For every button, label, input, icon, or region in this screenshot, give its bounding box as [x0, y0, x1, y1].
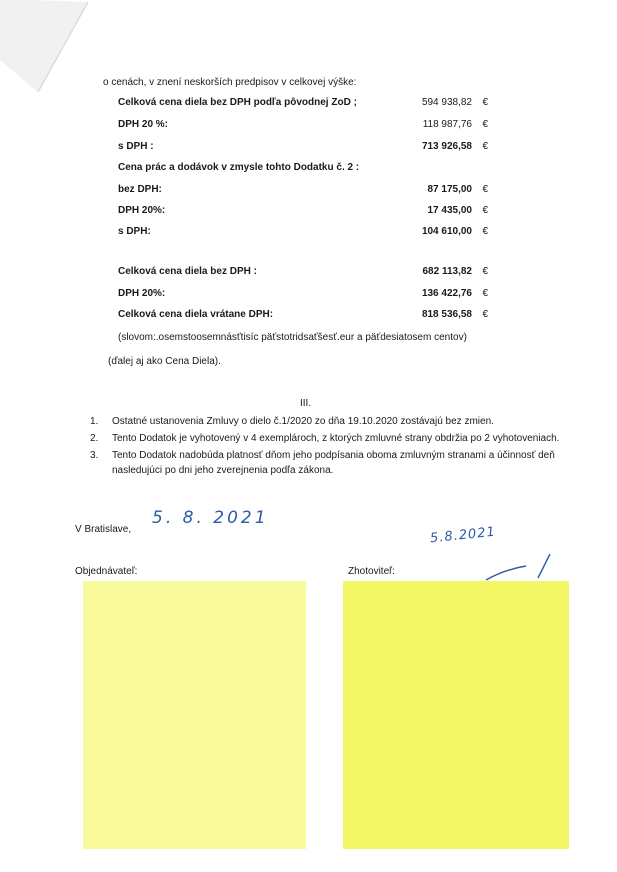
list-text: Tento Dodatok nadobúda platnosť dňom jeho podpísania oboma zmluvným stranami a účinnosť deň nasledujúci po dni jeho zverejnenia podľa zákona.	[112, 450, 555, 476]
amount-in-words: (slovom:.osemstoosemnásťtisíc päťstotridsaťšesť.eur a päťdesiatosem centov)	[118, 332, 467, 343]
currency-symbol: €	[482, 266, 488, 277]
list-text: Ostatné ustanovenia Zmluvy o dielo č.1/2020 zo dňa 19.10.2020 zostávajú bez zmien.	[112, 416, 494, 427]
price-row	[118, 184, 488, 200]
price-row	[118, 119, 488, 135]
handwritten-date: 5.8.2021	[429, 524, 497, 547]
price-label: Celková cena diela bez DPH :	[118, 266, 257, 277]
price-label: DPH 20%:	[118, 205, 166, 216]
folded-corner	[0, 0, 95, 95]
list-text: Tento Dodatok je vyhotovený v 4 exemplároch, z ktorých zmluvné strany obdržia po 2 vyhotoveniach.	[112, 433, 560, 444]
currency-symbol: €	[482, 141, 488, 152]
price-definition: (ďalej aj ako Cena Diela).	[108, 356, 221, 367]
currency-symbol: €	[482, 97, 488, 108]
price-amount: 118 987,76	[422, 119, 472, 130]
price-row	[118, 309, 488, 325]
price-row	[118, 226, 488, 242]
price-amount: 713 926,58	[421, 141, 472, 152]
currency-symbol: €	[482, 226, 488, 237]
currency-symbol: €	[482, 288, 488, 299]
price-label: bez DPH:	[118, 184, 162, 195]
price-label: s DPH :	[118, 141, 154, 152]
signing-place: V Bratislave,	[75, 524, 132, 535]
price-amount: 136 422,76	[421, 288, 472, 299]
currency-symbol: €	[482, 119, 488, 130]
currency-symbol: €	[482, 184, 488, 195]
list-item	[90, 448, 570, 478]
price-label: Celková cena diela vrátane DPH:	[118, 309, 274, 320]
price-label: Cena prác a dodávok v zmysle tohto Dodatku č. 2 :	[118, 162, 360, 173]
price-label: DPH 20%:	[118, 288, 166, 299]
price-row	[118, 97, 488, 113]
price-label: DPH 20 %:	[118, 119, 169, 130]
price-label: Celková cena diela bez DPH podľa pôvodnej ZoD ;	[118, 97, 357, 108]
redacted-signature-client	[83, 581, 306, 849]
intro-text: o cenách, v znení neskorších predpisov v celkovej výške:	[103, 77, 357, 88]
price-row	[118, 205, 488, 221]
price-amount: 682 113,82	[422, 266, 472, 277]
price-row	[118, 288, 488, 304]
party-label-client: Objednávateľ:	[75, 566, 138, 577]
list-item	[90, 414, 570, 429]
price-row	[118, 141, 488, 157]
price-label: s DPH:	[118, 226, 151, 237]
price-amount: 87 175,00	[427, 184, 472, 195]
section-heading: III.	[300, 398, 312, 409]
price-amount: 104 610,00	[421, 226, 472, 237]
list-number: 3.	[90, 450, 99, 461]
handwritten-date: 5. 8. 2021	[152, 508, 269, 528]
list-item	[90, 431, 570, 446]
price-row	[118, 266, 488, 282]
price-amount: 594 938,82	[421, 97, 472, 108]
list-number: 2.	[90, 433, 99, 444]
price-row	[118, 162, 488, 178]
provisions-list	[90, 414, 570, 480]
signature-scribble	[480, 548, 560, 584]
list-number: 1.	[90, 416, 99, 427]
currency-symbol: €	[482, 309, 488, 320]
price-amount: 17 435,00	[427, 205, 472, 216]
currency-symbol: €	[482, 205, 488, 216]
price-amount: 818 536,58	[421, 309, 472, 320]
party-label-contractor: Zhotoviteľ:	[348, 566, 395, 577]
redacted-signature-contractor	[343, 581, 569, 849]
